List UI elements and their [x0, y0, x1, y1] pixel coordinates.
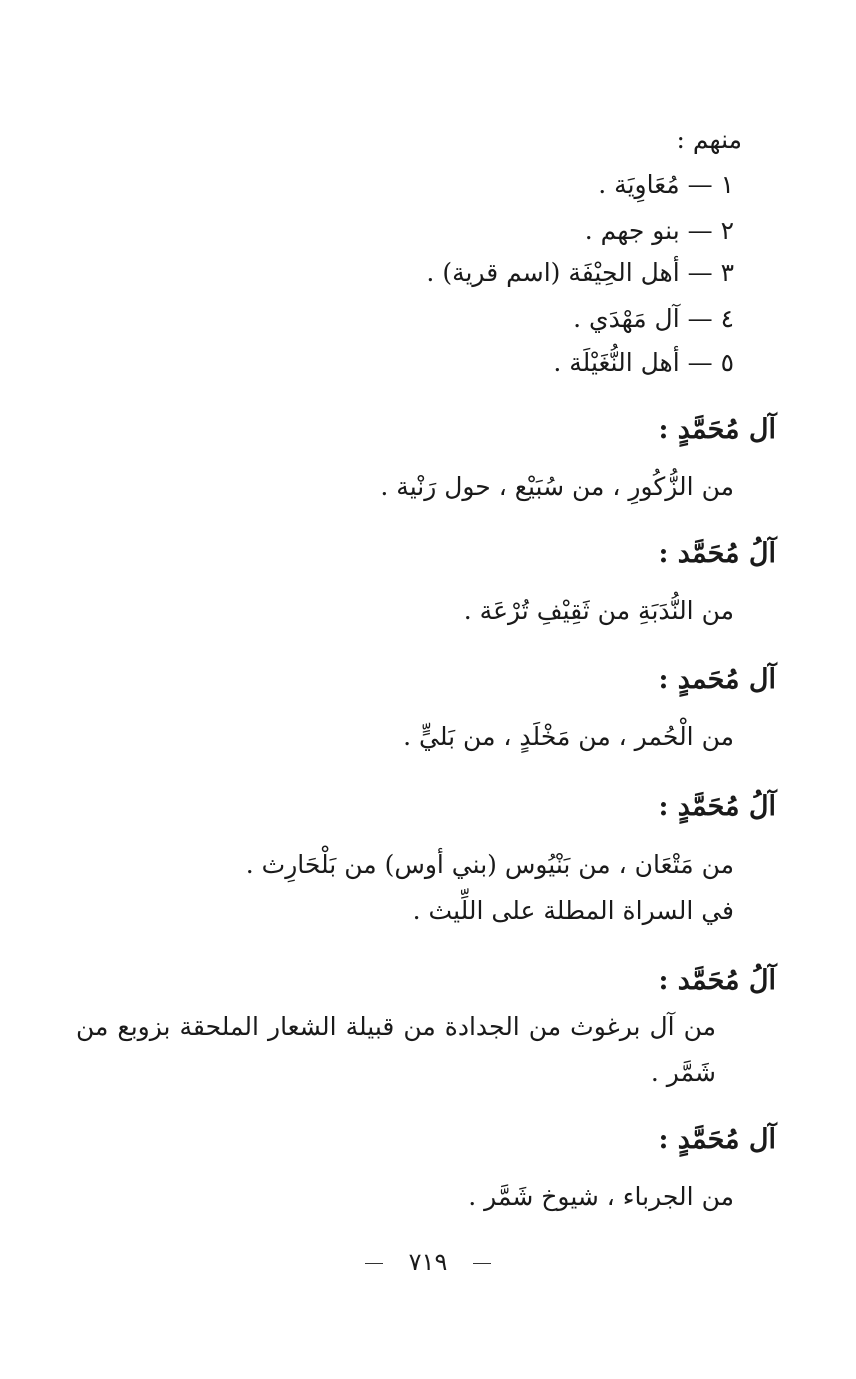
page-number: [0, 1248, 856, 1276]
list-item: ٢ — بنو جهم .: [584, 216, 734, 245]
entry-text: من الجرباء ، شيوخ شَمَّر .: [468, 1182, 734, 1211]
list-item: ٤ — آل مَهْدَي .: [573, 304, 734, 333]
list-item: ٣ — أهل الحِيْفَة (اسم قرية) .: [426, 258, 734, 287]
intro-heading: منهم :: [676, 125, 742, 154]
entry-text: من النُّدَبَةِ من ثَقِيْفِ تُرْعَة .: [463, 596, 734, 625]
list-item: ١ — مُعَاوِيَة .: [598, 170, 734, 199]
entry-heading: آل مُحَمَّدٍ :: [658, 414, 776, 445]
entry-text: في السراة المطلة على اللِّيث .: [412, 896, 734, 925]
entry-heading: آل مُحَمَّدٍ :: [658, 1124, 776, 1155]
list-item: ٥ — أهل النُّغَيْلَة .: [553, 348, 734, 377]
entry-text: من مَتْعَان ، من بَنْيُوس (بني أوس) من بَلْحَارِث .: [245, 850, 734, 879]
entry-heading: آلُ مُحَمَّدٍ :: [658, 791, 776, 822]
page-number-dash: [473, 1263, 491, 1264]
page-number-dash: [365, 1263, 383, 1264]
entry-text: من آل برغوث من الجدادة من قبيلة الشعار الملحقة بزوبع من: [76, 1012, 716, 1041]
entry-heading: آلُ مُحَمَّد :: [658, 965, 776, 996]
entry-heading: آلُ مُحَمَّد :: [658, 538, 776, 569]
entry-text: من الْحُمر ، من مَخْلَدٍ ، من بَليٍّ .: [403, 722, 734, 751]
entry-text: من الزُّكُورِ ، من سُبَيْع ، حول رَنْية .: [380, 472, 734, 501]
entry-text: شَمَّر .: [650, 1058, 716, 1087]
entry-heading: آل مُحَمدٍ :: [658, 664, 776, 695]
page-number-value: ٧١٩: [408, 1248, 448, 1276]
